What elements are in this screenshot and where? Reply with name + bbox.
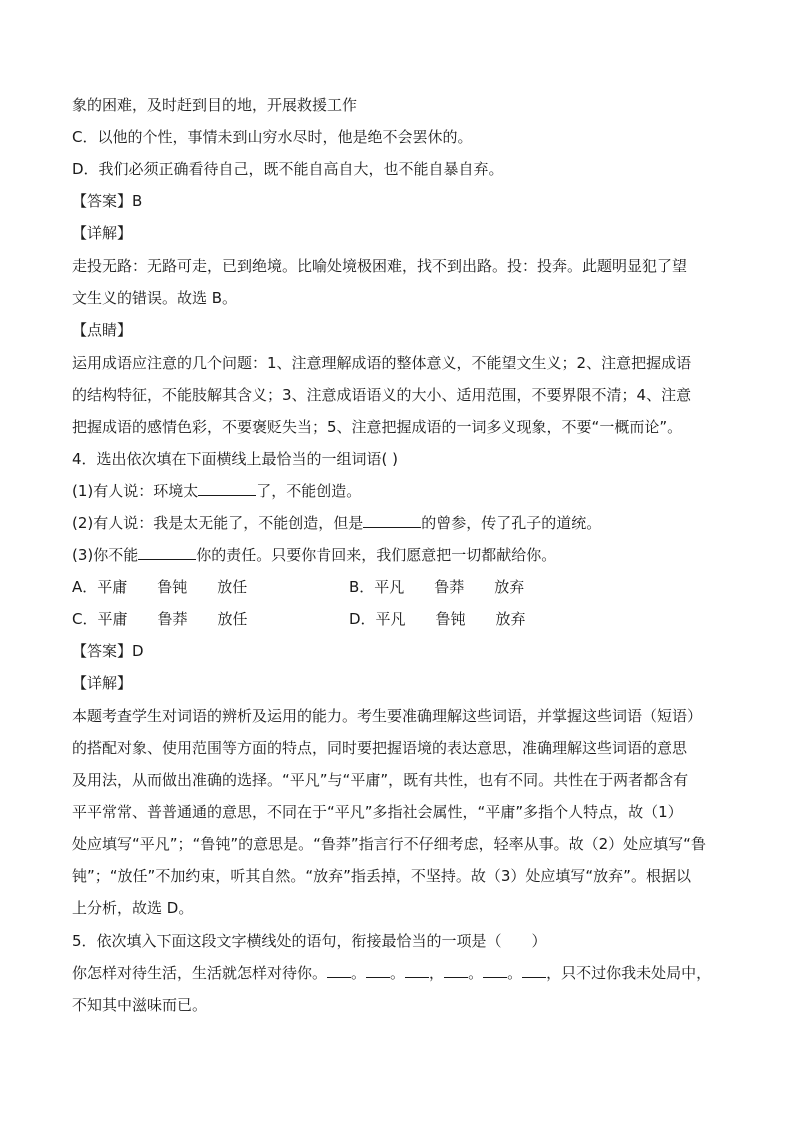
blank (444, 963, 468, 978)
separator: 。 (390, 964, 406, 982)
note-heading: 【点睛】 (72, 321, 133, 339)
text-line: 运用成语应注意的几个问题：1、注意理解成语的整体意义，不能望文生义；2、注意把握成语 (72, 354, 692, 372)
blank (522, 963, 546, 978)
option-b: B．平凡 鲁莽 放弃 (349, 578, 525, 596)
text-line: 平平常常、普普通通的意思，不同在于“平凡”多指社会属性，“平庸”多指个人特点，故（1） (72, 803, 683, 821)
question-sentence-2 (72, 513, 601, 533)
text-line: 钝”；“放任”不加约束，听其自然。“放弃”指丢掉，不坚持。故（3）处应填写“放弃”。根据以 (72, 867, 691, 885)
text-line: 的结构特征，不能肢解其含义；3、注意成语语义的大小、适用范围，不要界限不清；4、注意 (72, 386, 692, 404)
sentence-text: (3)你不能 (72, 546, 139, 564)
text-line: 不知其中滋味而已。 (72, 996, 208, 1014)
text-line: 处应填写“平凡”；“鲁钝”的意思是。“鲁莽”指言行不仔细考虑，轻率从事。故（2）处应填写“鲁 (72, 835, 706, 853)
blank (366, 963, 390, 978)
blank-1 (198, 481, 256, 496)
sentence-text: (1)有人说：环境太 (72, 482, 199, 500)
blank (483, 963, 507, 978)
sentence-text: ，只不过你我未处局中， (546, 964, 712, 982)
blank-3 (138, 545, 196, 560)
text-line: 象的困难，及时赶到目的地，开展救援工作 (72, 96, 358, 114)
question-sentence-1 (72, 481, 361, 501)
option-d: D．平凡 鲁钝 放弃 (349, 610, 526, 628)
answer-heading: 【答案】D (72, 642, 144, 660)
explanation-heading: 【详解】 (72, 224, 133, 242)
sentence-text: 你的责任。只要你肯回来，我们愿意把一切都献给你。 (196, 546, 557, 564)
text-line: 把握成语的感情色彩，不要褒贬失当；5、注意把握成语的一词多义现象，不要“一概而论”。 (72, 418, 683, 436)
blank (327, 963, 351, 978)
text-line: 本题考查学生对词语的辨析及运用的能力。考生要准确理解这些词语，并掌握这些词语（短语） (72, 707, 703, 725)
answer-heading: 【答案】B (72, 192, 143, 210)
blank (405, 963, 429, 978)
option-d-line: D．我们必须正确看待自己，既不能自高自大，也不能自暴自弃。 (72, 160, 504, 178)
separator: 。 (507, 964, 523, 982)
option-a: A．平庸 鲁钝 放任 (72, 578, 248, 596)
sentence-text: 了，不能创造。 (256, 482, 362, 500)
question-5-title: 5．依次填入下面这段文字横线处的语句，衔接最恰当的一项是（ ） (72, 932, 547, 950)
text-line: 上分析，故选 D。 (72, 899, 194, 917)
text-line: 及用法，从而做出准确的选择。“平凡”与“平庸”，既有共性，也有不同。共性在于两者都含有 (72, 771, 689, 789)
text-line: 的搭配对象、使用范围等方面的特点，同时要把握语境的表达意思，准确理解这些词语的意思 (72, 739, 688, 757)
separator: 。 (468, 964, 484, 982)
option-c: C．平庸 鲁莽 放任 (72, 610, 248, 628)
sentence-text: 的曾参，传了孔子的道统。 (421, 514, 602, 532)
blank-2 (363, 513, 421, 528)
text-line: 文生义的错误。故选 B。 (72, 289, 238, 307)
question-4-title: 4．选出依次填在下面横线上最恰当的一组词语( ) (72, 450, 399, 468)
sentence-text: 你怎样对待生活，生活就怎样对待你。 (72, 964, 328, 982)
sentence-text: (2)有人说：我是太无能了，不能创造，但是 (72, 514, 364, 532)
text-line: 走投无路：无路可走，已到绝境。比喻处境极困难，找不到出路。投：投奔。此题明显犯了望 (72, 257, 688, 275)
question-sentence-3 (72, 545, 556, 565)
question-5-sentence (72, 963, 711, 983)
separator: ， (429, 964, 445, 982)
option-c-line: C．以他的个性，事情未到山穷水尽时，他是绝不会罢休的。 (72, 128, 473, 146)
separator: 。 (351, 964, 367, 982)
explanation-heading: 【详解】 (72, 674, 133, 692)
